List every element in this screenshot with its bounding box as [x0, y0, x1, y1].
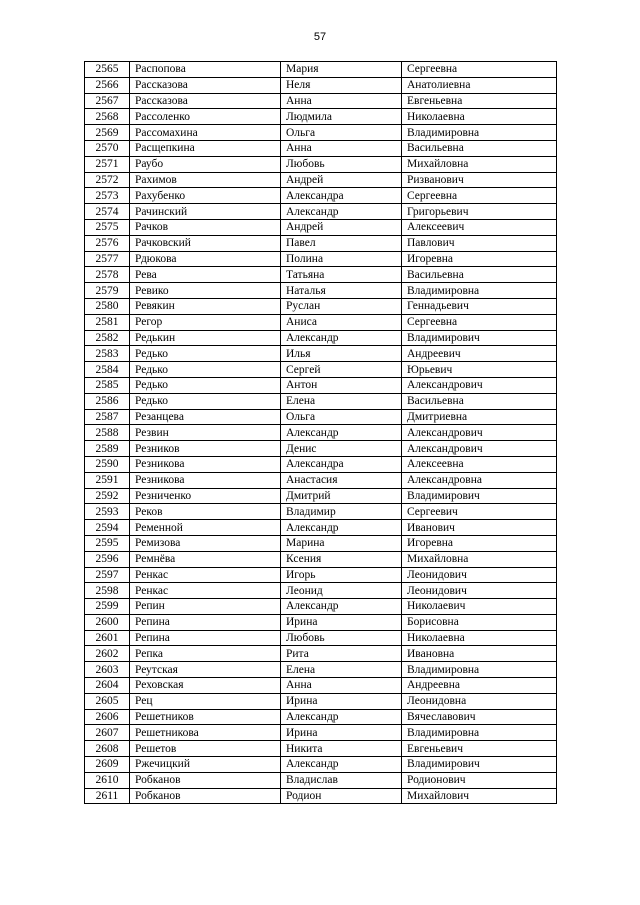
row-number-cell: 2584 — [85, 362, 130, 378]
first-name-cell: Любовь — [281, 630, 402, 646]
last-name-cell: Распопова — [130, 62, 281, 78]
patronymic-cell: Сергеевна — [402, 62, 557, 78]
table-row — [85, 599, 557, 615]
first-name-cell: Павел — [281, 235, 402, 251]
table-row — [85, 393, 557, 409]
table-row — [85, 156, 557, 172]
first-name-cell: Елена — [281, 662, 402, 678]
last-name-cell: Репина — [130, 614, 281, 630]
last-name-cell: Резникова — [130, 472, 281, 488]
table-row — [85, 488, 557, 504]
patronymic-cell: Игоревна — [402, 251, 557, 267]
first-name-cell: Ирина — [281, 614, 402, 630]
last-name-cell: Редькин — [130, 330, 281, 346]
row-number-cell: 2607 — [85, 725, 130, 741]
first-name-cell: Ольга — [281, 409, 402, 425]
patronymic-cell: Юрьевич — [402, 362, 557, 378]
last-name-cell: Ремизова — [130, 535, 281, 551]
page-number: 57 — [313, 31, 327, 43]
patronymic-cell: Анатолиевна — [402, 77, 557, 93]
patronymic-cell: Александрович — [402, 425, 557, 441]
first-name-cell: Татьяна — [281, 267, 402, 283]
row-number-cell: 2577 — [85, 251, 130, 267]
patronymic-cell: Вячеславович — [402, 709, 557, 725]
table-row — [85, 109, 557, 125]
patronymic-cell: Сергеевич — [402, 504, 557, 520]
row-number-cell: 2595 — [85, 535, 130, 551]
table-row — [85, 567, 557, 583]
first-name-cell: Родион — [281, 788, 402, 804]
patronymic-cell: Михайловна — [402, 156, 557, 172]
patronymic-cell: Павлович — [402, 235, 557, 251]
patronymic-cell: Николаевна — [402, 630, 557, 646]
row-number-cell: 2597 — [85, 567, 130, 583]
table-row — [85, 409, 557, 425]
first-name-cell: Сергей — [281, 362, 402, 378]
patronymic-cell: Александрович — [402, 441, 557, 457]
table-row — [85, 741, 557, 757]
table-row — [85, 646, 557, 662]
row-number-cell: 2576 — [85, 235, 130, 251]
patronymic-cell: Владимирович — [402, 488, 557, 504]
table-row — [85, 678, 557, 694]
row-number-cell: 2575 — [85, 219, 130, 235]
last-name-cell: Репин — [130, 599, 281, 615]
row-number-cell: 2600 — [85, 614, 130, 630]
last-name-cell: Рахубенко — [130, 188, 281, 204]
patronymic-cell: Васильевна — [402, 140, 557, 156]
row-number-cell: 2572 — [85, 172, 130, 188]
first-name-cell: Анна — [281, 93, 402, 109]
table-row — [85, 172, 557, 188]
patronymic-cell: Иванович — [402, 520, 557, 536]
last-name-cell: Раубо — [130, 156, 281, 172]
patronymic-cell: Дмитриевна — [402, 409, 557, 425]
first-name-cell: Неля — [281, 77, 402, 93]
last-name-cell: Рачковский — [130, 235, 281, 251]
table-row — [85, 535, 557, 551]
first-name-cell: Аниса — [281, 314, 402, 330]
row-number-cell: 2581 — [85, 314, 130, 330]
last-name-cell: Реков — [130, 504, 281, 520]
first-name-cell: Анна — [281, 678, 402, 694]
row-number-cell: 2582 — [85, 330, 130, 346]
patronymic-cell: Евгеньевич — [402, 741, 557, 757]
first-name-cell: Андрей — [281, 219, 402, 235]
last-name-cell: Расщепкина — [130, 140, 281, 156]
table-row — [85, 520, 557, 536]
row-number-cell: 2606 — [85, 709, 130, 725]
row-number-cell: 2569 — [85, 125, 130, 141]
row-number-cell: 2573 — [85, 188, 130, 204]
last-name-cell: Ревико — [130, 283, 281, 299]
row-number-cell: 2594 — [85, 520, 130, 536]
table-row — [85, 283, 557, 299]
last-name-cell: Редько — [130, 346, 281, 362]
last-name-cell: Рдюкова — [130, 251, 281, 267]
table-row — [85, 456, 557, 472]
patronymic-cell: Михайловна — [402, 551, 557, 567]
first-name-cell: Ирина — [281, 725, 402, 741]
patronymic-cell: Николаевна — [402, 109, 557, 125]
last-name-cell: Рачков — [130, 219, 281, 235]
table-row — [85, 267, 557, 283]
row-number-cell: 2596 — [85, 551, 130, 567]
first-name-cell: Ирина — [281, 693, 402, 709]
last-name-cell: Репина — [130, 630, 281, 646]
patronymic-cell: Васильевна — [402, 267, 557, 283]
first-name-cell: Леонид — [281, 583, 402, 599]
first-name-cell: Дмитрий — [281, 488, 402, 504]
patronymic-cell: Михайлович — [402, 788, 557, 804]
patronymic-cell: Игоревна — [402, 535, 557, 551]
patronymic-cell: Алексеевич — [402, 219, 557, 235]
patronymic-cell: Владимировна — [402, 125, 557, 141]
last-name-cell: Ренкас — [130, 567, 281, 583]
patronymic-cell: Владимирович — [402, 330, 557, 346]
last-name-cell: Резниченко — [130, 488, 281, 504]
patronymic-cell: Николаевич — [402, 599, 557, 615]
row-number-cell: 2590 — [85, 456, 130, 472]
last-name-cell: Рачинский — [130, 204, 281, 220]
first-name-cell: Александр — [281, 757, 402, 773]
row-number-cell: 2565 — [85, 62, 130, 78]
table-row — [85, 62, 557, 78]
first-name-cell: Елена — [281, 393, 402, 409]
patronymic-cell: Владимировна — [402, 725, 557, 741]
last-name-cell: Реутская — [130, 662, 281, 678]
row-number-cell: 2567 — [85, 93, 130, 109]
patronymic-cell: Александровна — [402, 472, 557, 488]
table-row — [85, 472, 557, 488]
last-name-cell: Реховская — [130, 678, 281, 694]
first-name-cell: Анастасия — [281, 472, 402, 488]
first-name-cell: Александр — [281, 599, 402, 615]
row-number-cell: 2593 — [85, 504, 130, 520]
last-name-cell: Рец — [130, 693, 281, 709]
table-row — [85, 757, 557, 773]
roster-body — [85, 62, 557, 804]
last-name-cell: Редько — [130, 362, 281, 378]
table-row — [85, 377, 557, 393]
table-row — [85, 504, 557, 520]
table-row — [85, 725, 557, 741]
table-row — [85, 93, 557, 109]
table-row — [85, 614, 557, 630]
patronymic-cell: Геннадьевич — [402, 298, 557, 314]
first-name-cell: Руслан — [281, 298, 402, 314]
first-name-cell: Людмила — [281, 109, 402, 125]
first-name-cell: Андрей — [281, 172, 402, 188]
patronymic-cell: Леонидовна — [402, 693, 557, 709]
patronymic-cell: Андреевич — [402, 346, 557, 362]
row-number-cell: 2601 — [85, 630, 130, 646]
last-name-cell: Резникова — [130, 456, 281, 472]
last-name-cell: Робканов — [130, 772, 281, 788]
table-row — [85, 219, 557, 235]
row-number-cell: 2604 — [85, 678, 130, 694]
patronymic-cell: Владимировна — [402, 283, 557, 299]
table-row — [85, 77, 557, 93]
last-name-cell: Рева — [130, 267, 281, 283]
row-number-cell: 2602 — [85, 646, 130, 662]
table-row — [85, 204, 557, 220]
row-number-cell: 2589 — [85, 441, 130, 457]
row-number-cell: 2611 — [85, 788, 130, 804]
last-name-cell: Решетов — [130, 741, 281, 757]
last-name-cell: Ржечицкий — [130, 757, 281, 773]
first-name-cell: Мария — [281, 62, 402, 78]
first-name-cell: Илья — [281, 346, 402, 362]
row-number-cell: 2578 — [85, 267, 130, 283]
first-name-cell: Никита — [281, 741, 402, 757]
first-name-cell: Анна — [281, 140, 402, 156]
first-name-cell: Владислав — [281, 772, 402, 788]
table-row — [85, 709, 557, 725]
patronymic-cell: Григорьевич — [402, 204, 557, 220]
table-row — [85, 551, 557, 567]
last-name-cell: Редько — [130, 393, 281, 409]
row-number-cell: 2571 — [85, 156, 130, 172]
row-number-cell: 2583 — [85, 346, 130, 362]
last-name-cell: Репка — [130, 646, 281, 662]
row-number-cell: 2586 — [85, 393, 130, 409]
first-name-cell: Александра — [281, 456, 402, 472]
row-number-cell: 2609 — [85, 757, 130, 773]
first-name-cell: Александр — [281, 520, 402, 536]
row-number-cell: 2608 — [85, 741, 130, 757]
row-number-cell: 2605 — [85, 693, 130, 709]
patronymic-cell: Сергеевна — [402, 188, 557, 204]
patronymic-cell: Борисовна — [402, 614, 557, 630]
table-row — [85, 662, 557, 678]
table-row — [85, 583, 557, 599]
first-name-cell: Александр — [281, 204, 402, 220]
last-name-cell: Ременной — [130, 520, 281, 536]
table-row — [85, 362, 557, 378]
row-number-cell: 2587 — [85, 409, 130, 425]
patronymic-cell: Родионович — [402, 772, 557, 788]
last-name-cell: Резвин — [130, 425, 281, 441]
row-number-cell: 2580 — [85, 298, 130, 314]
last-name-cell: Редько — [130, 377, 281, 393]
first-name-cell: Владимир — [281, 504, 402, 520]
row-number-cell: 2598 — [85, 583, 130, 599]
patronymic-cell: Ризванович — [402, 172, 557, 188]
roster-table — [84, 61, 557, 804]
first-name-cell: Ксения — [281, 551, 402, 567]
first-name-cell: Александр — [281, 330, 402, 346]
first-name-cell: Антон — [281, 377, 402, 393]
row-number-cell: 2591 — [85, 472, 130, 488]
row-number-cell: 2568 — [85, 109, 130, 125]
last-name-cell: Ремнёва — [130, 551, 281, 567]
last-name-cell: Резников — [130, 441, 281, 457]
patronymic-cell: Леонидович — [402, 583, 557, 599]
patronymic-cell: Андреевна — [402, 678, 557, 694]
last-name-cell: Регор — [130, 314, 281, 330]
row-number-cell: 2579 — [85, 283, 130, 299]
first-name-cell: Наталья — [281, 283, 402, 299]
row-number-cell: 2574 — [85, 204, 130, 220]
row-number-cell: 2566 — [85, 77, 130, 93]
table-row — [85, 441, 557, 457]
last-name-cell: Резанцева — [130, 409, 281, 425]
patronymic-cell: Евгеньевна — [402, 93, 557, 109]
row-number-cell: 2592 — [85, 488, 130, 504]
first-name-cell: Александра — [281, 188, 402, 204]
patronymic-cell: Алексеевна — [402, 456, 557, 472]
table-row — [85, 251, 557, 267]
first-name-cell: Александр — [281, 425, 402, 441]
table-row — [85, 630, 557, 646]
last-name-cell: Рассомахина — [130, 125, 281, 141]
patronymic-cell: Сергеевна — [402, 314, 557, 330]
patronymic-cell: Владимировна — [402, 662, 557, 678]
last-name-cell: Решетникова — [130, 725, 281, 741]
first-name-cell: Марина — [281, 535, 402, 551]
table-row — [85, 188, 557, 204]
table-row — [85, 425, 557, 441]
row-number-cell: 2610 — [85, 772, 130, 788]
first-name-cell: Любовь — [281, 156, 402, 172]
last-name-cell: Ренкас — [130, 583, 281, 599]
first-name-cell: Игорь — [281, 567, 402, 583]
last-name-cell: Решетников — [130, 709, 281, 725]
first-name-cell: Ольга — [281, 125, 402, 141]
last-name-cell: Рассказова — [130, 93, 281, 109]
last-name-cell: Рассоленко — [130, 109, 281, 125]
patronymic-cell: Ивановна — [402, 646, 557, 662]
last-name-cell: Рассказова — [130, 77, 281, 93]
first-name-cell: Полина — [281, 251, 402, 267]
first-name-cell: Рита — [281, 646, 402, 662]
table-row — [85, 298, 557, 314]
table-row — [85, 330, 557, 346]
table-row — [85, 125, 557, 141]
table-row — [85, 693, 557, 709]
table-row — [85, 346, 557, 362]
patronymic-cell: Владимирович — [402, 757, 557, 773]
last-name-cell: Рахимов — [130, 172, 281, 188]
table-row — [85, 772, 557, 788]
row-number-cell: 2585 — [85, 377, 130, 393]
first-name-cell: Александр — [281, 709, 402, 725]
row-number-cell: 2603 — [85, 662, 130, 678]
table-row — [85, 788, 557, 804]
table-row — [85, 140, 557, 156]
first-name-cell: Денис — [281, 441, 402, 457]
table-row — [85, 235, 557, 251]
patronymic-cell: Леонидович — [402, 567, 557, 583]
table-row — [85, 314, 557, 330]
row-number-cell: 2588 — [85, 425, 130, 441]
patronymic-cell: Васильевна — [402, 393, 557, 409]
row-number-cell: 2599 — [85, 599, 130, 615]
row-number-cell: 2570 — [85, 140, 130, 156]
patronymic-cell: Александрович — [402, 377, 557, 393]
last-name-cell: Робканов — [130, 788, 281, 804]
last-name-cell: Ревякин — [130, 298, 281, 314]
